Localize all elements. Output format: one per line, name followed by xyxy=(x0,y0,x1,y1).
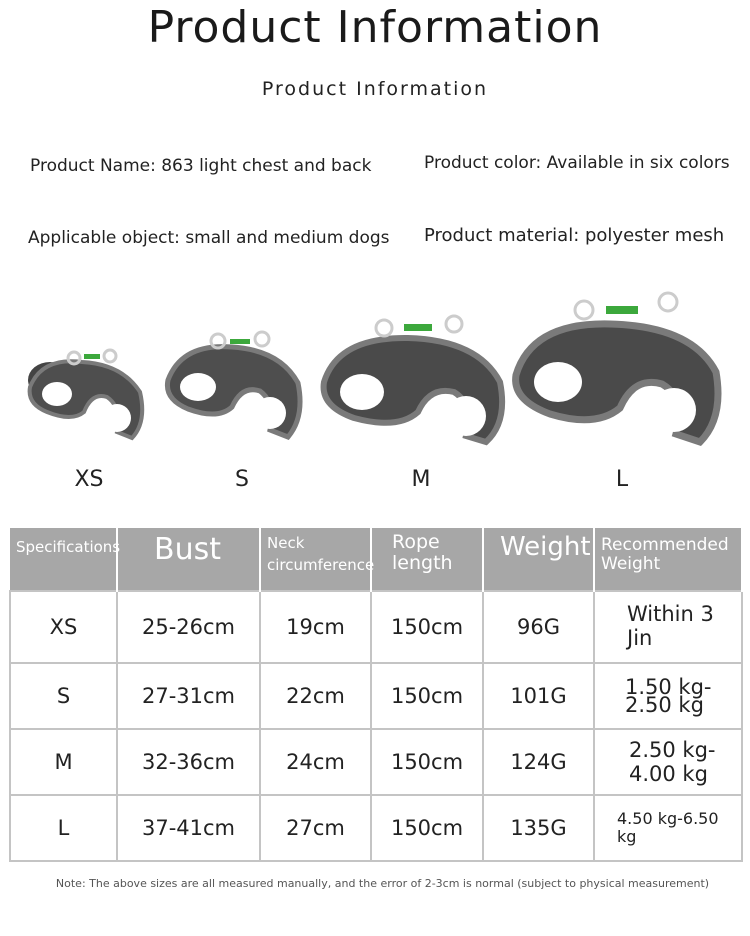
cell-size: S xyxy=(10,663,117,729)
cell-weight: 135G xyxy=(483,795,594,861)
harness-image-l xyxy=(510,290,725,450)
table-row xyxy=(10,729,742,795)
harness-image-m xyxy=(318,312,508,450)
size-label-l: L xyxy=(615,467,629,492)
table-row xyxy=(10,795,742,861)
size-label-xs: XS xyxy=(74,467,104,492)
cell-rope: 150cm xyxy=(371,795,483,861)
table-row xyxy=(10,663,742,729)
size-label-s: S xyxy=(235,467,249,492)
cell-neck: 24cm xyxy=(260,729,371,795)
size-label-m: M xyxy=(411,467,431,492)
table-row xyxy=(10,591,742,663)
cell-rope: 150cm xyxy=(371,729,483,795)
cell-neck: 27cm xyxy=(260,795,371,861)
measurement-note: Note: The above sizes are all measured manually, and the error of 2-3cm is normal (subject to physical measurement) xyxy=(55,877,710,890)
cell-weight: 96G xyxy=(483,591,594,663)
cell-weight: 101G xyxy=(483,663,594,729)
product-name: Product Name: 863 light chest and back xyxy=(30,156,372,176)
cell-bust: 25-26cm xyxy=(117,591,260,663)
product-material: Product material: polyester mesh xyxy=(424,225,725,246)
cell-recommended-weight: 2.50 kg-4.00 kg xyxy=(594,729,742,795)
cell-weight: 124G xyxy=(483,729,594,795)
harness-image-s xyxy=(160,325,310,445)
applicable-object: Applicable object: small and medium dogs xyxy=(28,228,390,248)
cell-recommended-weight: 1.50 kg-2.50 kg xyxy=(594,663,742,729)
header-rope: Rope length xyxy=(371,528,483,591)
cell-recommended-weight: Within 3 Jin xyxy=(594,591,742,663)
cell-bust: 27-31cm xyxy=(117,663,260,729)
cell-recommended-weight: 4.50 kg-6.50 kg xyxy=(594,795,742,861)
table-header-row xyxy=(10,528,742,591)
cell-neck: 22cm xyxy=(260,663,371,729)
cell-neck: 19cm xyxy=(260,591,371,663)
cell-size: XS xyxy=(10,591,117,663)
cell-bust: 32-36cm xyxy=(117,729,260,795)
header-weight: Weight xyxy=(483,528,594,591)
header-bust: Bust xyxy=(117,528,260,591)
cell-rope: 150cm xyxy=(371,663,483,729)
size-table xyxy=(9,528,743,862)
cell-bust: 37-41cm xyxy=(117,795,260,861)
header-neck: Neck circumference xyxy=(260,528,371,591)
cell-rope: 150cm xyxy=(371,591,483,663)
product-color: Product color: Available in six colors xyxy=(424,153,730,173)
harness-image-xs xyxy=(22,342,152,447)
header-specifications: Specifications xyxy=(10,528,117,591)
page-title: Product Information xyxy=(147,2,603,53)
page-subtitle: Product Information xyxy=(261,78,489,100)
header-recommended-weight: Recommended Weight xyxy=(594,528,742,591)
cell-size: M xyxy=(10,729,117,795)
cell-size: L xyxy=(10,795,117,861)
